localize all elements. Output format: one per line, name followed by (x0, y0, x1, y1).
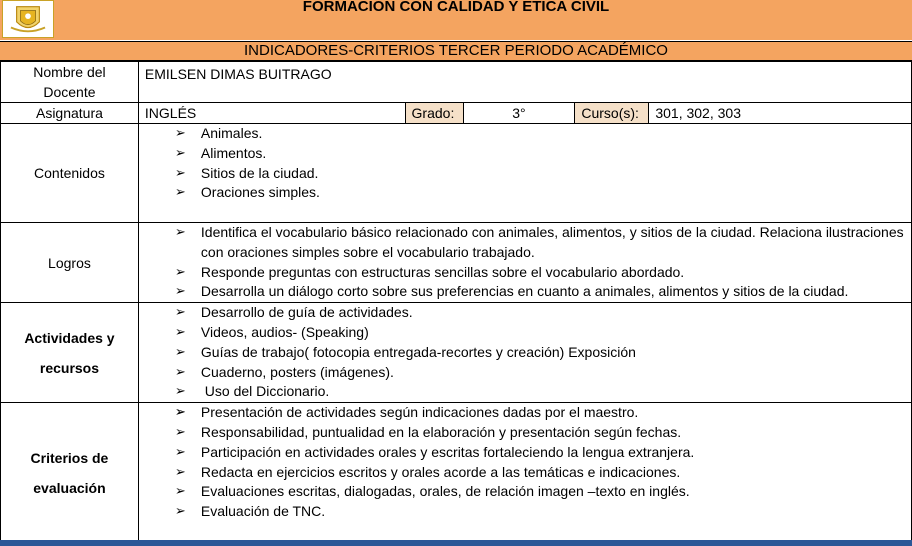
page-title: FORMACION CON CALIDAD Y ETICA CIVIL (302, 0, 610, 15)
list-item: ➢ Participación en actividades orales y escritas fortaleciendo la lengua extranjera. (145, 443, 905, 463)
indicators-table (0, 61, 912, 543)
list-item: ➢ Desarrolla un diálogo corto sobre sus preferencias en cuanto a animales, alimentos y sitios de la ciudad. (145, 282, 905, 302)
list-item: ➢ Desarrollo de guía de actividades. (145, 303, 905, 323)
activities-label-line-1: Actividades y (24, 329, 115, 346)
list-item: ➢ Uso del Diccionario. (145, 382, 905, 402)
achievements-cell (138, 223, 911, 303)
criteria-label (1, 403, 139, 543)
activities-cell (138, 303, 911, 403)
list-item: ➢ Sitios de la ciudad. (145, 164, 905, 184)
criteria-row (1, 403, 912, 543)
achievements-label: Logros (1, 223, 139, 303)
teacher-value: EMILSEN DIMAS BUITRAGO (138, 62, 911, 103)
list-item: ➢ Identifica el vocabulario básico relacionado con animales, alimentos, y sitios de la ciudad. Relaciona ilustraciones con oraciones simples sobre el vocabulario trabajado. (145, 223, 905, 263)
criteria-label-line-2: evaluación (33, 479, 106, 496)
subject-row (1, 103, 912, 124)
subject-value: INGLÉS (138, 103, 405, 124)
subject-label: Asignatura (1, 103, 139, 124)
criteria-label-line-1: Criterios de (30, 449, 109, 466)
list-item: ➢ Guías de trabajo( fotocopia entregada-recortes y creación) Exposición (145, 343, 905, 363)
criteria-list (145, 403, 905, 522)
activities-row (1, 303, 912, 403)
list-item: ➢ Presentación de actividades según indicaciones dadas por el maestro. (145, 403, 905, 423)
list-item: ➢ Responde preguntas con estructuras sencillas sobre el vocabulario abordado. (145, 263, 905, 283)
contents-label: Contenidos (1, 124, 139, 223)
teacher-row (1, 62, 912, 103)
list-item: ➢ Animales. (145, 124, 905, 144)
grade-label: Grado: (405, 103, 463, 124)
activities-label (1, 303, 139, 403)
achievements-row (1, 223, 912, 303)
contents-list (145, 124, 905, 203)
section-title: INDICADORES-CRITERIOS TERCER PERIODO ACADÉMICO (244, 42, 668, 59)
list-item: ➢ Evaluación de TNC. (145, 502, 905, 522)
course-value: 301, 302, 303 (649, 103, 912, 124)
activities-list (145, 303, 905, 402)
list-item: ➢ Responsabilidad, puntualidad en la elaboración y presentación según fechas. (145, 423, 905, 443)
list-item: ➢ Alimentos. (145, 144, 905, 164)
criteria-cell (138, 403, 911, 543)
contents-cell (138, 124, 911, 223)
list-item: ➢ Videos, audios- (Speaking) (145, 323, 905, 343)
contents-row (1, 124, 912, 223)
teacher-label: Nombre del Docente (1, 62, 139, 103)
taskbar (0, 540, 912, 546)
course-label: Curso(s): (575, 103, 649, 124)
list-item: ➢ Redacta en ejercicios escritos y orales acorde a las temáticas e indicaciones. (145, 463, 905, 483)
activities-label-line-2: recursos (39, 359, 100, 376)
grade-value: 3° (463, 103, 575, 124)
list-item: ➢ Evaluaciones escritas, dialogadas, orales, de relación imagen –texto en inglés. (145, 482, 905, 502)
list-item: ➢ Oraciones simples. (145, 183, 905, 203)
list-item: ➢ Cuaderno, posters (imágenes). (145, 363, 905, 383)
achievements-list (145, 223, 905, 302)
